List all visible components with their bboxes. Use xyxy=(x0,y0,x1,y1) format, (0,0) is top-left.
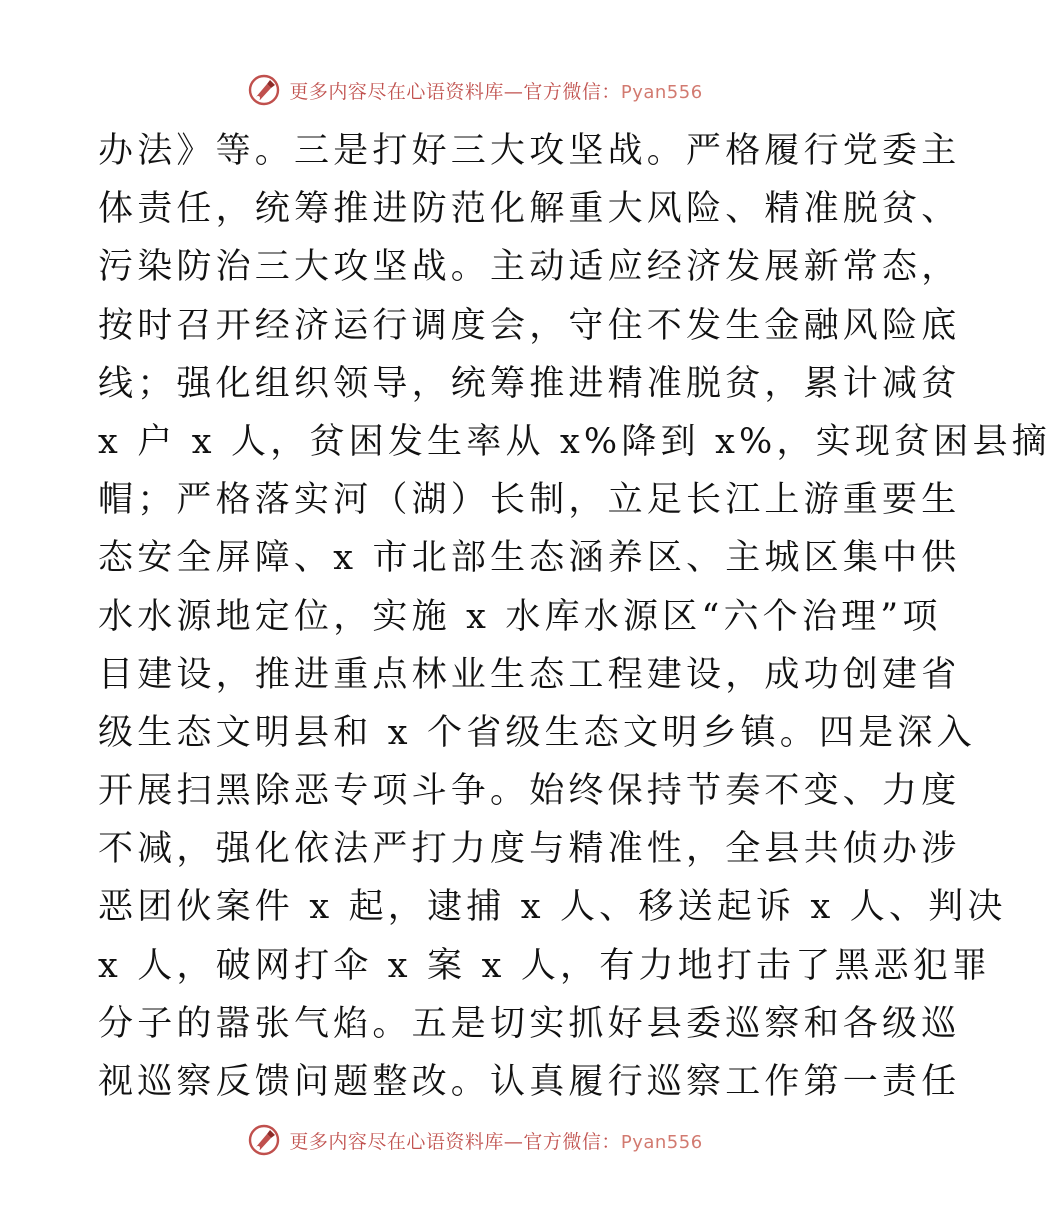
text-line: 体责任，统筹推进防范化解重大风险、精准脱贫、 xyxy=(98,189,961,230)
footer-watermark-text xyxy=(289,1127,702,1154)
footer-site-text: 更多内容尽在心语资料库 xyxy=(289,1130,504,1153)
text-line: 恶团伙案件 x 起，逮捕 x 人、移送起诉 x 人、判决 xyxy=(98,887,1007,928)
footer-dash: — xyxy=(503,1130,524,1153)
body-paragraph xyxy=(98,122,1051,1111)
text-line: 污染防治三大攻坚战。主动适应经济发展新常态， xyxy=(98,247,961,288)
header-watermark-banner xyxy=(0,70,950,110)
footer-wechat-label: 官方微信： xyxy=(523,1130,621,1153)
footer-watermark-banner xyxy=(0,1120,950,1160)
header-wechat-label: 官方微信： xyxy=(523,80,621,103)
header-dash: — xyxy=(503,80,524,103)
text-line: 办法》等。三是打好三大攻坚战。严格履行党委主 xyxy=(98,131,961,171)
text-line: 按时召开经济运行调度会，守住不发生金融风险底 xyxy=(98,305,961,346)
text-line: x 户 x 人，贫困发生率从 x%降到 x%，实现贫困县摘 xyxy=(98,421,1051,462)
footer-account: Pyan556 xyxy=(620,1131,703,1153)
pen-logo-icon xyxy=(247,73,281,107)
text-line: 级生态文明县和 x 个省级生态文明乡镇。四是深入 xyxy=(98,712,976,753)
header-account: Pyan556 xyxy=(620,81,703,103)
text-line: 态安全屏障、x 市北部生态涵养区、主城区集中供 xyxy=(98,538,961,579)
text-line: 分子的嚣张气焰。五是切实抓好县委巡察和各级巡 xyxy=(98,1003,961,1044)
text-line: 开展扫黑除恶专项斗争。始终保持节奏不变、力度 xyxy=(98,771,961,812)
text-line: 水水源地定位，实施 x 水库水源区“六个治理”项 xyxy=(98,596,942,637)
text-line: 帽；严格落实河（湖）长制，立足长江上游重要生 xyxy=(98,480,961,521)
text-line: 视巡察反馈问题整改。认真履行巡察工作第一责任 xyxy=(98,1062,961,1102)
header-watermark-text xyxy=(289,77,702,104)
pen-logo-icon xyxy=(247,1123,281,1157)
text-line: 线；强化组织领导，统筹推进精准脱贫，累计减贫 xyxy=(98,363,961,404)
text-line: 不减，强化依法严打力度与精准性，全县共侦办涉 xyxy=(98,829,961,870)
header-site-text: 更多内容尽在心语资料库 xyxy=(289,80,504,103)
text-line: 目建设，推进重点林业生态工程建设，成功创建省 xyxy=(98,654,961,695)
text-line: x 人，破网打伞 x 案 x 人，有力地打击了黑恶犯罪 xyxy=(98,945,992,986)
